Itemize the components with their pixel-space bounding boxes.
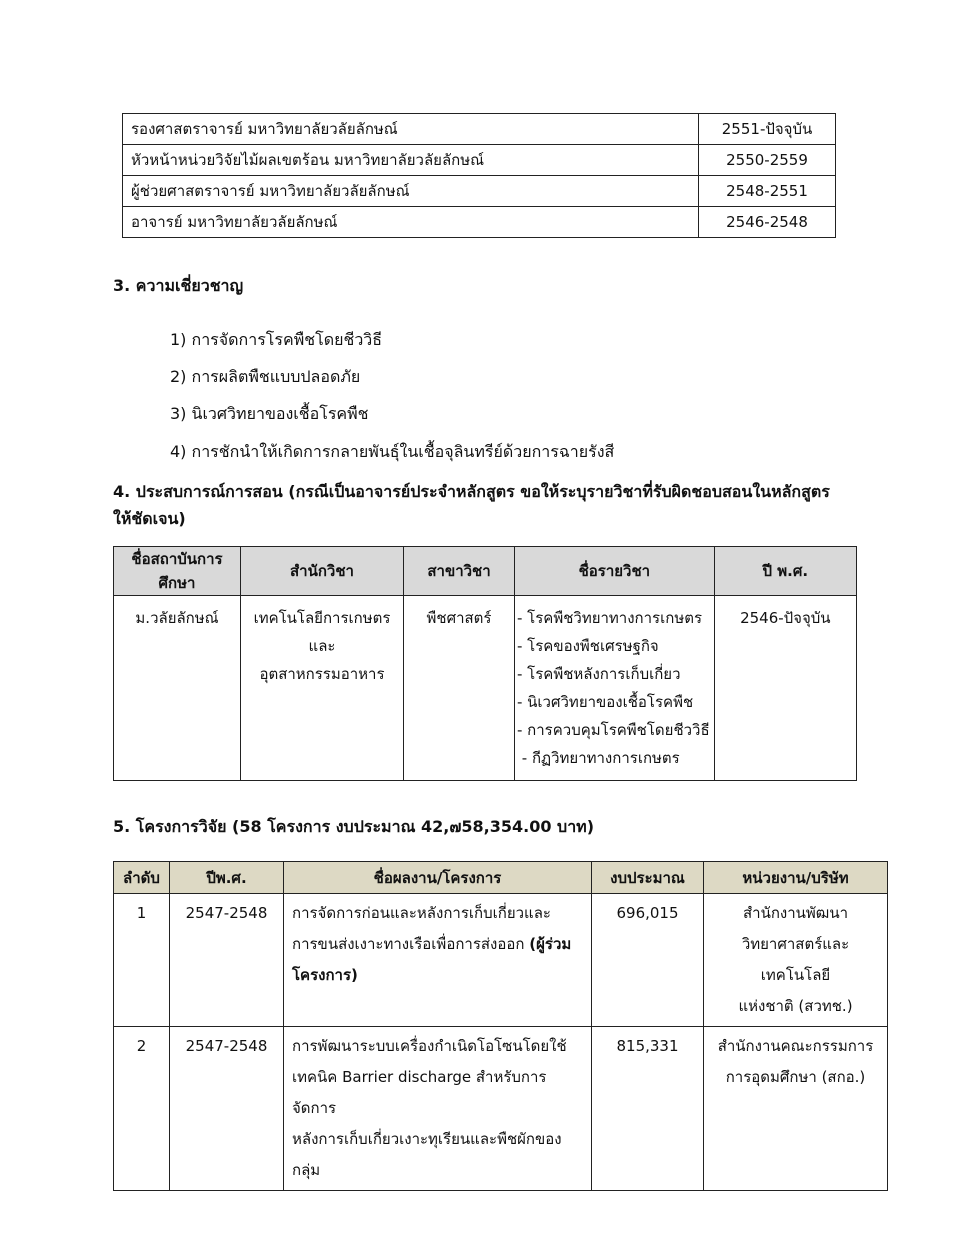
- teaching-table: [113, 546, 857, 781]
- expertise-item: 1) การจัดการโรคพืชโดยชีววิธี: [170, 330, 383, 349]
- expertise-item: 4) การชักนำให้เกิดการกลายพันธุ์ในเชื้อจุลินทรีย์ด้วยการฉายรังสี: [170, 442, 615, 461]
- course-item: - นิเวศวิทยาของเชื้อโรคพืช: [517, 693, 694, 711]
- table-row: [114, 1027, 888, 1191]
- school-line: เทคโนโลยีการเกษตรและ: [253, 609, 391, 655]
- column-header: สำนักวิชา: [241, 547, 404, 596]
- project-title: [284, 1027, 592, 1191]
- career-position: อาจารย์ มหาวิทยาลัยวลัยลักษณ์: [123, 207, 699, 238]
- career-years: 2551-ปัจจุบัน: [699, 114, 836, 145]
- year-cell: 2546-ปัจจุบัน: [714, 596, 856, 781]
- courses-cell: [515, 596, 715, 781]
- school-cell: [241, 596, 404, 781]
- agency: [704, 894, 888, 1027]
- expertise-heading: 3. ความเชี่ยวชาญ: [113, 276, 244, 295]
- agency-line: วิทยาศาสตร์และเทคโนโลยี: [741, 935, 850, 984]
- title-line: การพัฒนาระบบเครื่องกำเนิดโอโซนโดยใช้: [292, 1037, 567, 1055]
- project-title: [284, 894, 592, 1027]
- career-years: 2546-2548: [699, 207, 836, 238]
- teaching-heading: 4. ประสบการณ์การสอน (กรณีเป็นอาจารย์ประจำหลักสูตร ขอให้ระบุรายวิชาที่รับผิดชอบสอนในหลักสูตร: [113, 482, 830, 501]
- role-note: (ผู้ร่วม: [529, 935, 572, 953]
- title-line: เทคนิค Barrier discharge สำหรับการจัดการ: [292, 1068, 547, 1117]
- course-item: - โรคพืชหลังการเก็บเกี่ยว: [517, 665, 681, 683]
- table-header-row: [114, 547, 857, 596]
- column-header: ชื่อผลงาน/โครงการ: [284, 862, 592, 894]
- row-year: 2547-2548: [170, 894, 284, 1027]
- column-header: ชื่อสถาบันการศึกษา: [114, 547, 241, 596]
- agency-line: การอุดมศึกษา (สกอ.): [725, 1068, 866, 1086]
- column-header: ปีพ.ศ.: [170, 862, 284, 894]
- budget: 815,331: [592, 1027, 704, 1191]
- column-header: ลำดับ: [114, 862, 170, 894]
- budget: 696,015: [592, 894, 704, 1027]
- agency-line: สำนักงานคณะกรรมการ: [717, 1037, 874, 1055]
- research-table: [113, 861, 888, 1191]
- research-heading: 5. โครงการวิจัย (58 โครงการ งบประมาณ 42,๗58,354.00 บาท): [113, 817, 595, 836]
- career-position: ผู้ช่วยศาสตราจารย์ มหาวิทยาลัยวลัยลักษณ์: [123, 176, 699, 207]
- course-item: - กีฏวิทยาทางการเกษตร: [517, 749, 680, 767]
- row-number: 2: [114, 1027, 170, 1191]
- expertise-item: 3) นิเวศวิทยาของเชื้อโรคพืช: [170, 404, 369, 423]
- table-header-row: [114, 862, 888, 894]
- school-line: อุตสาหกรรมอาหาร: [259, 665, 385, 683]
- career-table: [122, 113, 836, 238]
- expertise-item: 2) การผลิตพืชแบบปลอดภัย: [170, 367, 361, 386]
- agency-line: สำนักงานพัฒนา: [742, 904, 849, 922]
- table-row: [114, 596, 857, 781]
- teaching-heading-cont: ให้ชัดเจน): [113, 509, 186, 528]
- column-header: ปี พ.ศ.: [714, 547, 856, 596]
- table-row: [123, 114, 836, 145]
- major-cell: พืชศาสตร์: [404, 596, 515, 781]
- career-position: รองศาสตราจารย์ มหาวิทยาลัยวลัยลักษณ์: [123, 114, 699, 145]
- course-item: - การควบคุมโรคพืชโดยชีววิธี: [517, 721, 710, 739]
- course-item: - โรคของพืชเศรษฐกิจ: [517, 637, 659, 655]
- column-header: งบประมาณ: [592, 862, 704, 894]
- role-note: โครงการ): [292, 966, 358, 984]
- course-item: - โรคพืชวิทยาทางการเกษตร: [517, 609, 703, 627]
- table-row: [123, 207, 836, 238]
- table-row: [123, 145, 836, 176]
- title-line: [292, 929, 583, 960]
- title-text: การขนส่งเงาะทางเรือเพื่อการส่งออก: [292, 935, 530, 953]
- row-number: 1: [114, 894, 170, 1027]
- agency: [704, 1027, 888, 1191]
- agency-line: แห่งชาติ (สวทช.): [738, 997, 853, 1015]
- title-line: การจัดการก่อนและหลังการเก็บเกี่ยวและ: [292, 904, 551, 922]
- column-header: หน่วยงาน/บริษัท: [704, 862, 888, 894]
- career-position: หัวหน้าหน่วยวิจัยไม้ผลเขตร้อน มหาวิทยาลัยวลัยลักษณ์: [123, 145, 699, 176]
- table-row: [114, 894, 888, 1027]
- column-header: ชื่อรายวิชา: [515, 547, 715, 596]
- career-years: 2548-2551: [699, 176, 836, 207]
- row-year: 2547-2548: [170, 1027, 284, 1191]
- career-years: 2550-2559: [699, 145, 836, 176]
- table-row: [123, 176, 836, 207]
- column-header: สาขาวิชา: [404, 547, 515, 596]
- institution-cell: ม.วลัยลักษณ์: [114, 596, 241, 781]
- title-line: หลังการเก็บเกี่ยวเงาะทุเรียนและพืชผักของกลุ่ม: [292, 1130, 562, 1179]
